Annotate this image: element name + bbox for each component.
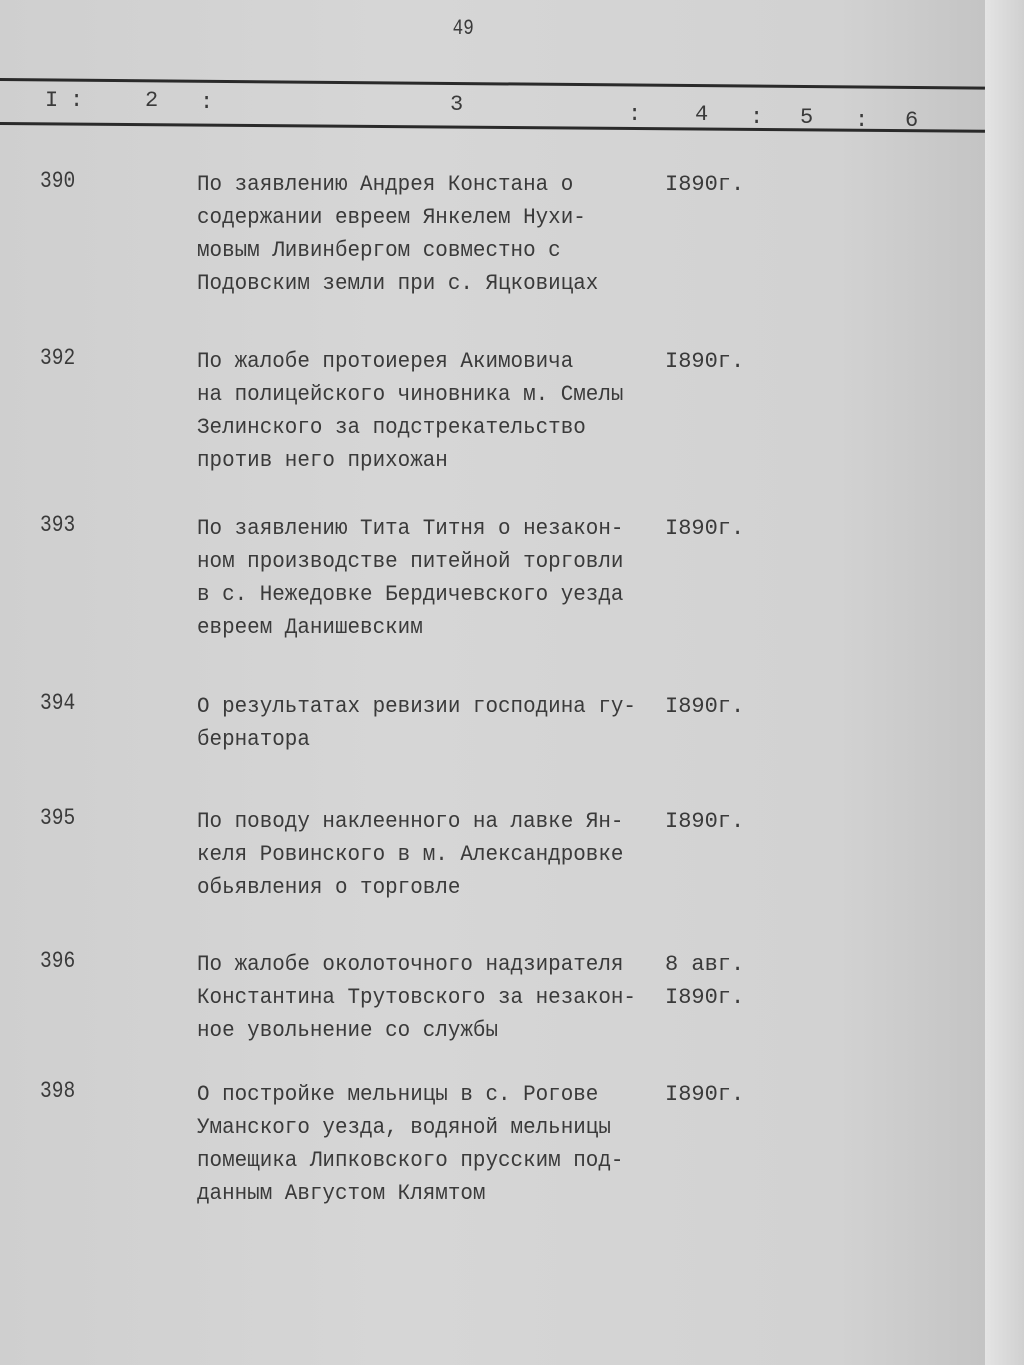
entry-number: 396: [40, 948, 76, 974]
entry-date: I890г.: [665, 172, 745, 197]
entry-description: [197, 948, 636, 1047]
entry-description-line: По поводу наклеенного на лавке Ян-: [197, 809, 624, 834]
entry-description-line: помещика Липковского прусским под-: [197, 1148, 624, 1173]
entry-description: [197, 805, 623, 904]
entry-number: 390: [40, 168, 76, 194]
entry-number: 394: [40, 690, 76, 716]
page-number: 49: [452, 16, 474, 41]
entry-date: I890г.: [665, 694, 745, 719]
entry-description-line: против него прихожан: [197, 448, 448, 473]
entry-description-line: Уманского уезда, водяной мельницы: [197, 1115, 611, 1140]
entry-description-line: О результатах ревизии господина гу-: [197, 694, 636, 719]
column-separator: :: [750, 105, 764, 130]
entry-number: 398: [40, 1078, 76, 1104]
entry-description-line: По заявлению Андрея Констана о: [197, 172, 574, 197]
entry-description-line: данным Августом Клямтом: [197, 1181, 486, 1206]
entry-description-line: ное увольнение со службы: [197, 1018, 499, 1043]
entry-description-line: обьявления о торговле: [197, 875, 461, 900]
entry-description: [197, 345, 623, 477]
entry-date: I890г.: [665, 349, 745, 374]
entry-description-line: По жалобе протоиерея Акимовича: [197, 349, 574, 374]
entry-description: [197, 1078, 623, 1210]
column-separator: :: [200, 90, 214, 115]
entry-date: I890г.: [665, 809, 745, 834]
column-separator: :: [628, 102, 642, 127]
entry-date: I890г.: [665, 516, 745, 541]
entry-description-line: По заявлению Тита Титня о незакон-: [197, 516, 624, 541]
entry-description: [197, 690, 636, 756]
entry-description-line: содержании евреем Янкелем Нухи-: [197, 205, 586, 230]
column-separator: :: [855, 108, 869, 133]
column-header-5: 5: [800, 105, 814, 130]
entry-description-line: келя Ровинского в м. Александровке: [197, 842, 624, 867]
entry-description-line: ном производстве питейной торговли: [197, 549, 624, 574]
column-header-6: 6: [905, 108, 919, 133]
entry-description-line: О постройке мельницы в с. Рогове: [197, 1082, 599, 1107]
entry-description-line: По жалобе околоточного надзирателя: [197, 952, 624, 977]
entry-description-line: Подовским земли при с. Яцковицах: [197, 271, 599, 296]
column-header-4: 4: [695, 102, 709, 127]
column-header-1: I: [45, 88, 59, 113]
page-edge: [985, 0, 1024, 1365]
entry-date: I890г.: [665, 1082, 745, 1107]
entry-number: 392: [40, 345, 76, 371]
entry-description-line: в с. Нежедовке Бердичевского уезда: [197, 582, 624, 607]
entry-description-line: бернатора: [197, 727, 310, 752]
entry-date: 8 авг. I890г.: [665, 952, 745, 1010]
entry-description-line: на полицейского чиновника м. Смелы: [197, 382, 624, 407]
entry-description: [197, 168, 598, 300]
entry-number: 395: [40, 805, 76, 831]
column-separator: :: [70, 88, 84, 113]
entry-description-line: Зелинского за подстрекательство: [197, 415, 586, 440]
entry-description-line: мовым Ливинбергом совместно с: [197, 238, 561, 263]
column-header-3: 3: [450, 92, 464, 117]
column-header-2: 2: [145, 88, 159, 113]
entry-number: 393: [40, 512, 76, 538]
entry-description: [197, 512, 623, 644]
entry-description-line: евреем Данишевским: [197, 615, 423, 640]
entry-description-line: Константина Трутовского за незакон-: [197, 985, 636, 1010]
